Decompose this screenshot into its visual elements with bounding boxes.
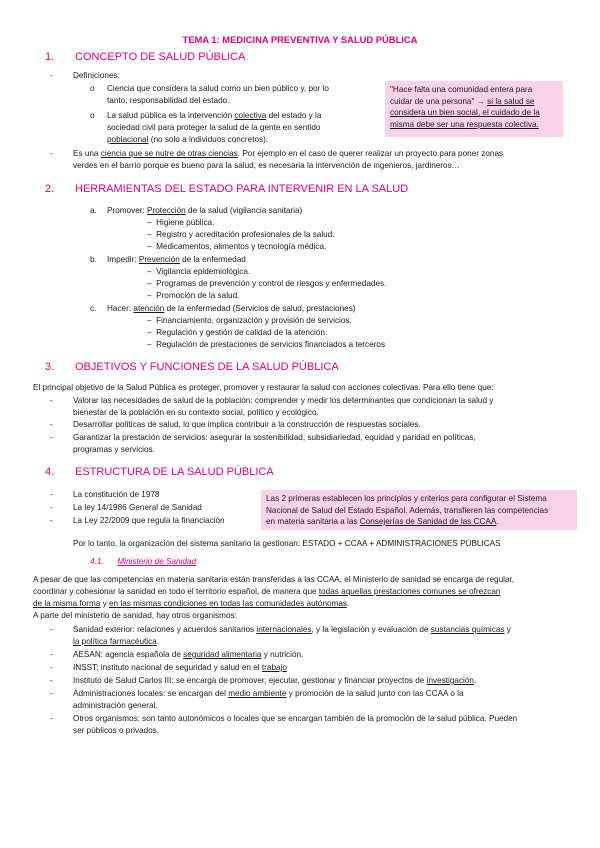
promover-line: Promover: Protección de la salud (vigilancia sanitaria) <box>107 206 303 215</box>
quote-line: considera un bien social, el cuidado de la <box>390 108 540 117</box>
bullet-dash: - <box>50 503 53 512</box>
document-title: TEMA 1: MEDICINA PREVENTIVA Y SALUD PÚBLICA <box>182 34 418 45</box>
bullet-dash: - <box>50 149 53 158</box>
organism-sanidad-exterior-line-2: la política farmacéutica. <box>73 637 160 646</box>
bullet-dash: - <box>50 689 53 698</box>
section-1-heading <box>45 51 245 63</box>
hacer-line: Hacer: atención de la enfermedad (Servicios de salud, prestaciones) <box>107 304 356 313</box>
definition-2-line-1: La salud pública es la intervención colectiva del estado y la <box>107 111 322 120</box>
list-item: – Regulación de prestaciones de servicios financiados a terceros <box>147 340 386 349</box>
list-letter: a. <box>90 206 97 215</box>
bullet-dash: - <box>50 650 53 659</box>
section-4-heading: 4. ESTRUCTURA DE LA SALUD PÚBLICA <box>45 466 274 478</box>
list-item: – Promoción de la salud. <box>147 291 240 300</box>
objective-1-line-1: Valorar las necesidades de salud de la población: comprender y medir los determinantes que condicionan la salud y <box>73 396 494 405</box>
objective-3-line-1: Garantizar la prestación de servicios: asegurar la sostenibilidad, subsidiariedad, equidad y paridad en políticas, <box>73 433 476 442</box>
objective-2: Desarrollar políticas de salud, lo que implica contribuir a la construcción de respuestas sociales. <box>73 420 421 429</box>
bullet-dash: - <box>50 420 53 429</box>
bullet-dash: - <box>50 433 53 442</box>
section-2-heading: 2. HERRAMIENTAS DEL ESTADO PARA INTERVENIR EN LA SALUD <box>45 183 409 195</box>
quote-line: misma debe ser una respuesta colectiva. <box>390 119 539 129</box>
bullet-dash: - <box>50 676 53 685</box>
bullet-dash: - <box>50 663 53 672</box>
law-item: La constitución de 1978 <box>73 490 160 499</box>
definition-1-line-1: Ciencia que considera la salud como un bien público y, por lo <box>107 84 329 93</box>
list-item: – Registro y acreditación profesionales de la salud. <box>147 230 335 239</box>
box-line: Nacional de Salud del Estado Español. Además, transfieren las competencias <box>266 505 549 515</box>
definition-2-line-3: poblacional (no solo a individuos concretos). <box>107 135 269 144</box>
impedir-line: Impedir: Prevención de la enfermedad <box>107 255 246 264</box>
summary-line: Por lo tanto, la organización del sistema sanitario la gestionan: ESTADO + CCAA + ADMINISTRACIONES PÚBLICAS <box>73 539 501 548</box>
bullet-dash: - <box>50 490 53 499</box>
ministerio-paragraph-line-2: coordinar y cohesionar la sanidad en todo el territorio español, de manera que todas aquellas prestaciones comunes se ofrezcan <box>33 587 501 596</box>
organism-otros-line-2: ser públicos o privados. <box>73 726 160 735</box>
bullet-dash: - <box>50 396 53 405</box>
list-item: – Financiamiento, organización y provisión de servicios. <box>147 316 352 325</box>
objective-1-line-2: bienestar de la población en su contexto social, político y ecológico. <box>73 408 319 417</box>
bullet-dash: - <box>50 714 53 723</box>
subsection-4-1-heading: 4.1. Ministerio de Sanidad <box>90 557 197 566</box>
section-title: CONCEPTO DE SALUD PÚBLICA <box>75 51 246 63</box>
organism-insst: INSST: instituto nacional de seguridad y salud en el trabajo <box>73 663 287 672</box>
definition-1-line-2: tanto, responsabilidad del estado. <box>107 96 230 105</box>
box-line: Las 2 primeras establecen los principios y criterios para configurar el Sistema <box>266 494 547 503</box>
ministerio-paragraph-line-1: A pesar de que las competencias en materia sanitaria están transferidas a las CCAA, el Ministerio de sanidad se encarga de regular, <box>33 575 515 584</box>
organism-carlos-iii: Instituto de Salud Carlos III: se encarga de promover, ejecutar, gestionar y financiar proyectos de investigación. <box>73 676 477 685</box>
ciencia-line-2: verdes en el barrio porque es bueno para la salud, es necesaria la intervención de ingenieros, jardineros… <box>73 161 460 170</box>
box-line: en materia sanitaria a las Consejerías de Sanidad de las CCAA. <box>266 517 499 526</box>
quote-box <box>385 81 563 137</box>
section-3-heading: 3. OBJETIVOS Y FUNCIONES DE LA SALUD PÚBLICA <box>45 361 339 373</box>
organism-otros-line-1: Otros organismos: son tanto autonómicos o locales que se encargan también de la promoción de la salud pública. Pueden <box>73 714 518 723</box>
bullet-dash: - <box>50 625 53 634</box>
organism-admin-locales: Administraciones locales: se encargan del medio ambiente y promoción de la salud junto con las CCAA o la <box>73 689 464 698</box>
bullet-dash: - <box>50 516 53 525</box>
bullet-dash: - <box>50 71 53 80</box>
list-letter: c. <box>90 304 97 313</box>
quote-line: "Hace falta una comunidad entera para <box>390 85 533 94</box>
definitions-label: Definiciones: <box>73 71 120 80</box>
list-item: – Regulación y gestión de calidad de la atención. <box>147 328 328 337</box>
organism-sanidad-exterior: Sanidad exterior: relaciones y acuerdos sanitarios internacionales, y la legislación y evaluación de sustancias químicas y <box>73 625 511 634</box>
bullet-circle: o <box>90 111 95 120</box>
organism-admin-locales-line-2: administración general. <box>73 701 158 710</box>
quote-line: cuidar de una persona" → si la salud se <box>390 96 535 106</box>
definition-2-line-2: sociedad civil para proteger la salud de la gente en sentido <box>107 123 321 132</box>
law-item: La Ley 22/2009 que regula la financiación <box>73 516 225 525</box>
ministerio-paragraph-line-3: de la misma forma y en las mismas condiciones en todas las comunidades autónomas. <box>33 599 350 608</box>
list-item: – Programas de prevención y control de riesgos y enfermedades. <box>147 279 387 288</box>
objective-3-line-2: programas y servicios. <box>73 445 155 454</box>
section-number: 1. <box>45 51 55 63</box>
list-item: – Vigilancia epidemiológica. <box>147 267 251 276</box>
organism-aesan: AESAN: agencia española de seguridad alimentaria y nutrición. <box>73 650 304 659</box>
ciencia-line-1: Es una ciencia que se nutre de otras ciencias. Por ejemplo en el caso de querer realizar un proyecto para poner zonas <box>73 149 504 158</box>
objectives-intro: El principal objetivo de la Salud Pública es proteger, promover y restaurar la salud con acciones colectivas. Para ello tiene que: <box>33 383 494 392</box>
organisms-intro: A parte del ministerio de sanidad, hay otros organismos: <box>33 611 237 620</box>
list-letter: b. <box>90 255 97 264</box>
list-item: – Higiene pública. <box>147 218 215 227</box>
competencias-box <box>261 490 577 530</box>
list-item: – Medicamentos, alimentos y tecnología médica. <box>147 242 327 251</box>
bullet-circle: o <box>90 84 95 93</box>
law-item: La ley 14/1986 General de Sanidad <box>73 503 202 512</box>
